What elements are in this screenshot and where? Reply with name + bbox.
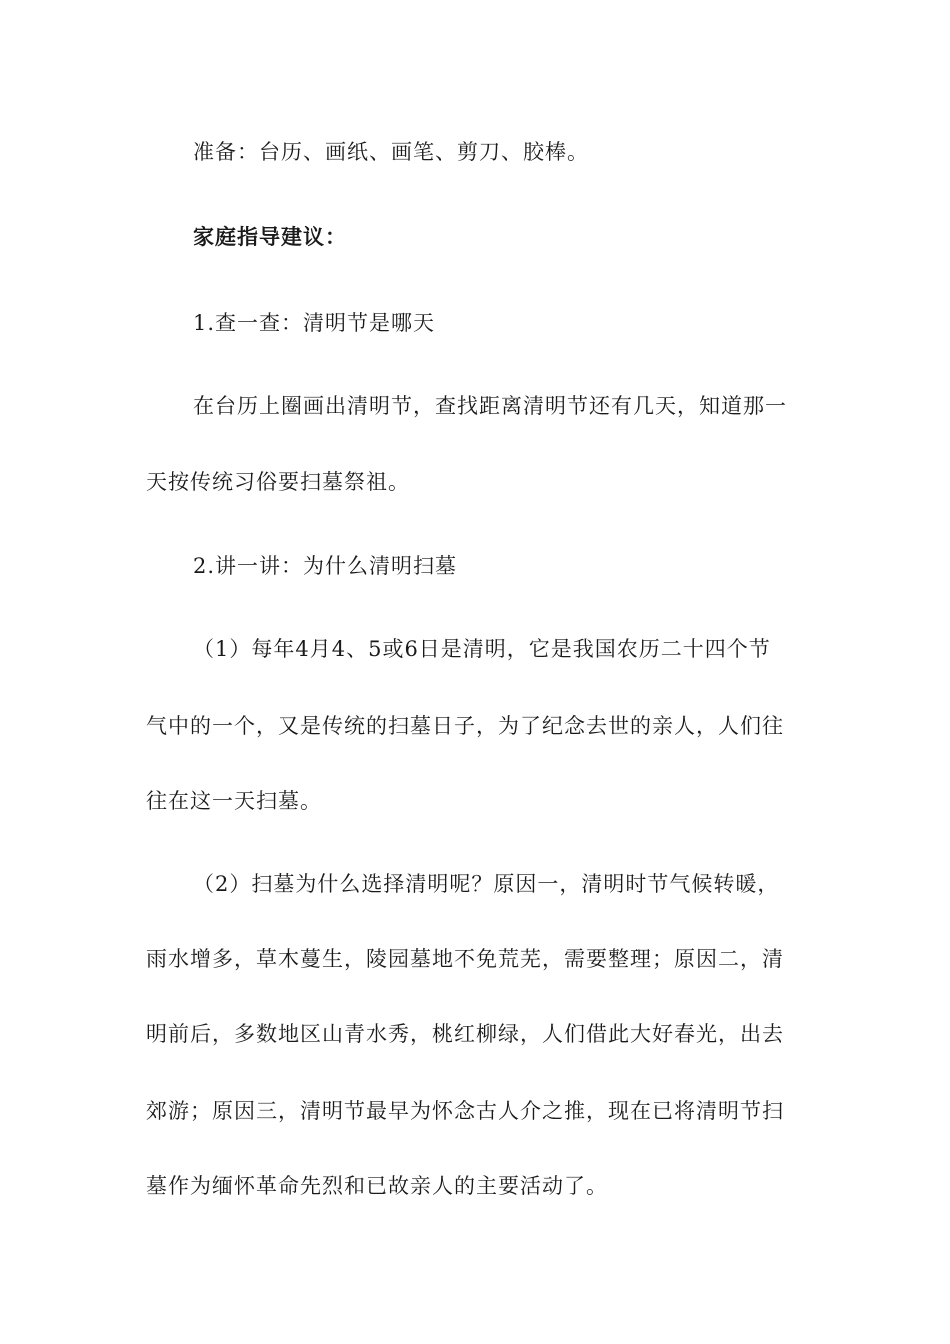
- para2-line: （2）扫墓为什么选择清明呢？原因一，清明时节气候转暖，: [193, 872, 780, 896]
- para1-line: 往在这一天扫墓。: [146, 789, 322, 813]
- section2-title: 2.讲一讲：为什么清明扫墓: [193, 554, 458, 578]
- para2-line: 雨水增多，草木蔓生，陵园墓地不免荒芜，需要整理；原因二，清: [146, 947, 784, 971]
- section1-text-line: 天按传统习俗要扫墓祭祖。: [146, 470, 410, 494]
- section1-text-line: 在台历上圈画出清明节，查找距离清明节还有几天，知道那一: [193, 394, 787, 418]
- para2-line: 明前后，多数地区山青水秀，桃红柳绿，人们借此大好春光，出去: [146, 1022, 784, 1046]
- section1-title: 1.查一查：清明节是哪天: [193, 311, 436, 335]
- para2-line: 郊游；原因三，清明节最早为怀念古人介之推，现在已将清明节扫: [146, 1099, 784, 1123]
- preparation-line: 准备：台历、画纸、画笔、剪刀、胶棒。: [193, 140, 589, 164]
- para1-line: （1）每年4月4、5或6日是清明，它是我国农历二十四个节: [193, 637, 771, 661]
- para2-line: 墓作为缅怀革命先烈和已故亲人的主要活动了。: [146, 1174, 608, 1198]
- guidance-heading: 家庭指导建议：: [193, 224, 347, 249]
- para1-line: 气中的一个，又是传统的扫墓日子，为了纪念去世的亲人，人们往: [146, 714, 784, 738]
